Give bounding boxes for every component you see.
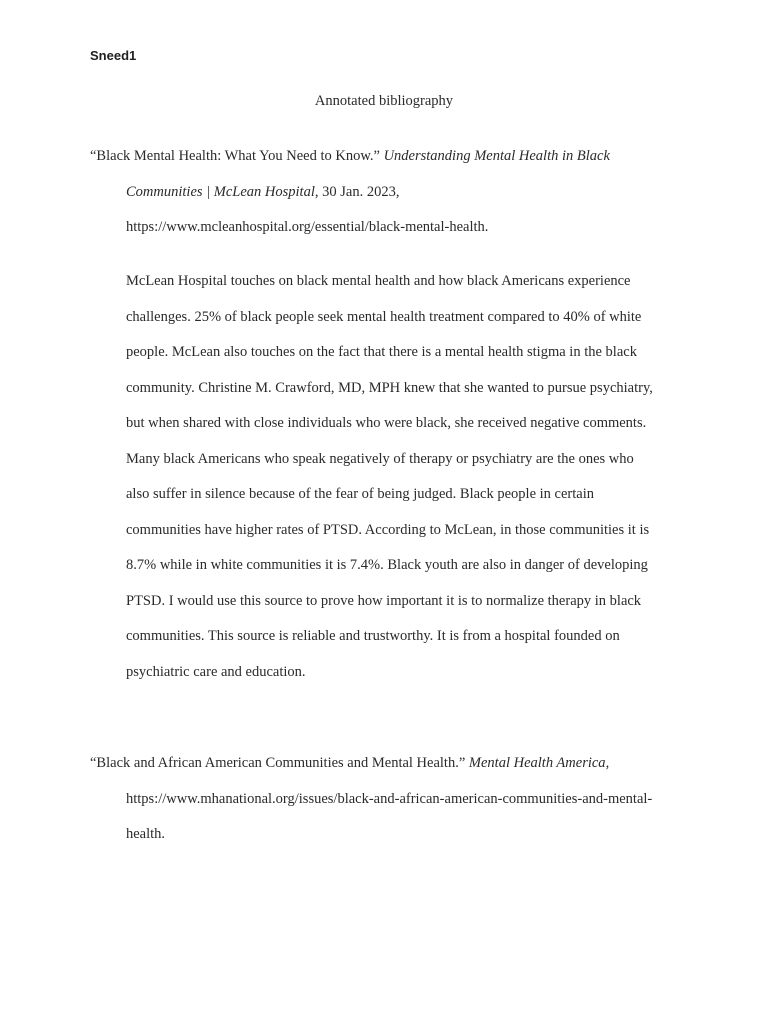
source-title: Communities | McLean Hospital — [126, 183, 315, 200]
annotation-line: PTSD. I would use this source to prove how important it is to normalize therapy in black — [126, 592, 642, 609]
annotation-line: but when shared with close individuals who were black, she received negative comments. — [126, 415, 647, 431]
source-title: Understanding Mental Health in Black — [383, 148, 610, 164]
annotation-line: communities have higher rates of PTSD. According to McLean, in those communities it is — [126, 521, 650, 538]
source-title: Mental Health America — [468, 755, 606, 771]
annotation-line: challenges. 25% of black people seek mental health treatment compared to 40% of white — [126, 308, 642, 325]
annotation-line: also suffer in silence because of the fear of being judged. Black people in certain — [126, 486, 594, 502]
annotation-line: communities. This source is reliable and trustworthy. It is from a hospital founded on — [126, 628, 620, 644]
citation-line: “Black Mental Health: What You Need to Know.” Understanding Mental Health in Black — [90, 148, 610, 164]
running-head: Sneed1 — [90, 48, 137, 63]
annotation-line: Many black Americans who speak negatively of therapy or psychiatry are the ones who — [126, 450, 634, 467]
annotation-line: community. Christine M. Crawford, MD, MPH knew that she wanted to pursue psychiatry, — [126, 379, 653, 396]
annotation-line: people. McLean also touches on the fact that there is a mental health stigma in the black — [126, 344, 637, 360]
annotation-paragraph-1 — [126, 264, 676, 690]
annotation-line: 8.7% while in white communities it is 7.4%. Black youth are also in danger of developing — [126, 557, 648, 573]
bibliography-entry-1-citation — [90, 139, 675, 246]
citation-line: “Black and African American Communities and Mental Health.” Mental Health America, — [90, 755, 610, 771]
annotation-line: McLean Hospital touches on black mental health and how black Americans experience — [126, 273, 631, 289]
citation-url-continued: health. — [126, 826, 166, 842]
bibliography-entry-2-citation — [90, 746, 675, 853]
annotation-line: psychiatric care and education. — [126, 663, 306, 680]
citation-line: Communities | McLean Hospital, 30 Jan. 2023, — [126, 183, 400, 200]
citation-url: https://www.mcleanhospital.org/essential/black-mental-health. — [126, 219, 489, 235]
document-title: Annotated bibliography — [314, 93, 454, 109]
citation-url: https://www.mhanational.org/issues/black-and-african-american-communities-and-mental- — [126, 790, 653, 807]
